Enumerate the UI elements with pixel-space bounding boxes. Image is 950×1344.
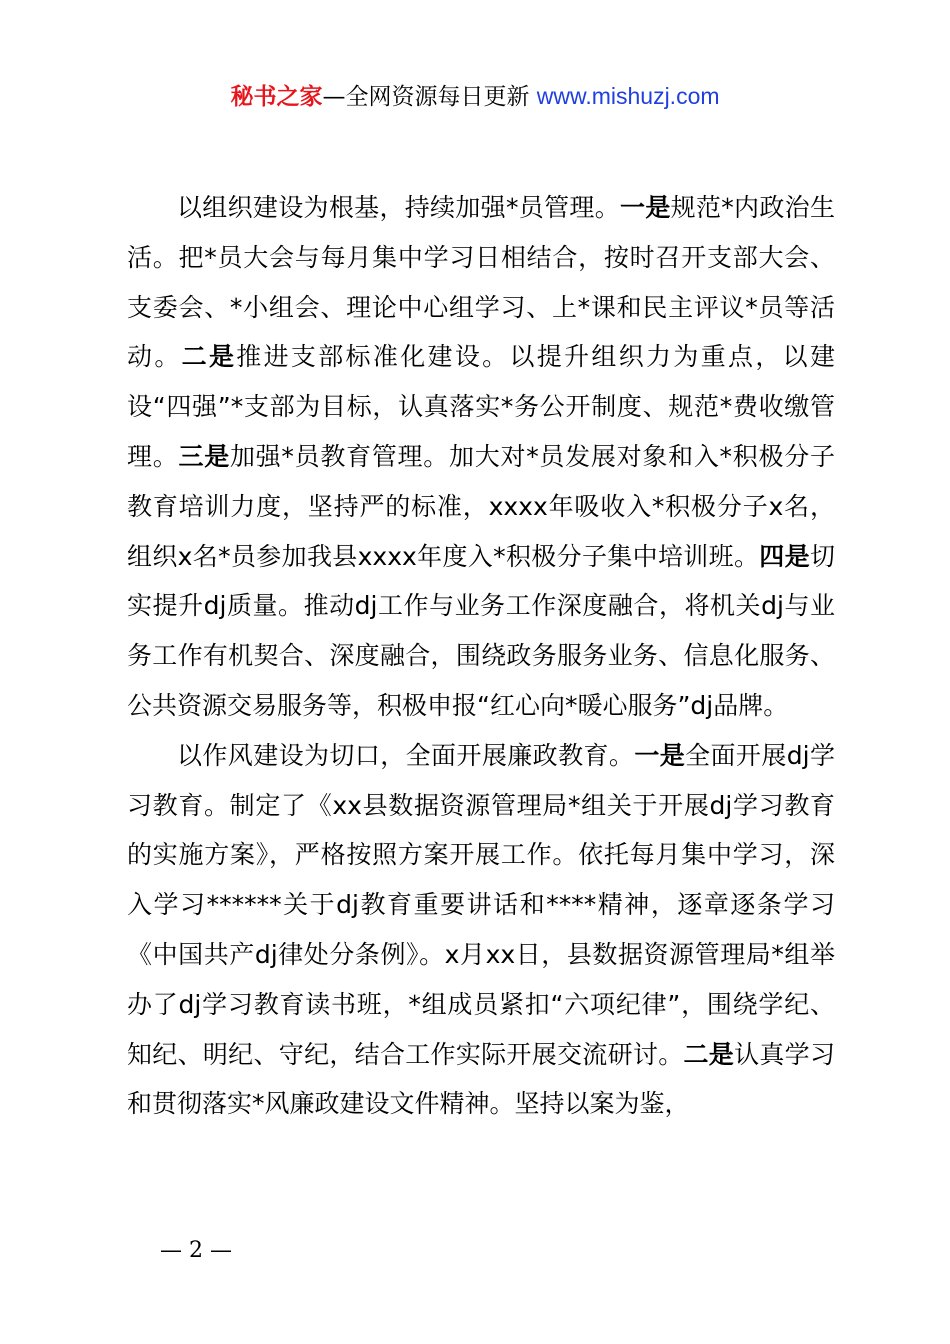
bold-marker: 一是 <box>634 740 686 770</box>
text-run: 规范*内政治生活。把*员大会与每月集中学习日相结合，按时召开支部大会、支委会、*小组会、理论中心组学习、上*课和民主评议*员等活动。 <box>127 193 835 372</box>
text-run: 推进支部标准化建设。以提升组织力为重点，以建设“四强”*支部为目标，认真落实*务公开制度、规范*费收缴管理。 <box>127 342 835 471</box>
text-run: 以组织建设为根基，持续加强*员管理。 <box>177 193 621 222</box>
text-run: 认真学习和贯彻落实*风廉政建设文件精神。坚持以案为鉴， <box>127 1039 835 1119</box>
brand-name: 秘书之家 <box>230 84 323 110</box>
bold-marker: 二是 <box>181 342 237 372</box>
text-run: 加强*员教育管理。加大对*员发展对象和入*积极分子教育培训力度，坚持严的标准，xxxx年吸收入*积极分子x名，组织x名*员参加我县xxxx年度入*积极分子集中培训班。 <box>127 441 835 571</box>
page-header <box>0 80 950 113</box>
text-run: 切实提升dj质量。推动dj工作与业务工作深度融合，将机关dj与业务工作有机契合、深度融合，围绕政务服务业务、信息化服务、公共资源交易服务等，积极申报“红心向*暖心服务”dj品牌。 <box>127 541 835 720</box>
document-body <box>127 183 835 1129</box>
page-number: — 2 — <box>160 1238 232 1263</box>
bold-marker: 一是 <box>620 193 671 222</box>
header-tagline: —全网资源每日更新 <box>322 84 537 110</box>
website-link[interactable]: www.mishuzj.com <box>536 83 720 109</box>
paragraph-1 <box>127 183 835 731</box>
bold-marker: 三是 <box>178 441 230 471</box>
text-run: 全面开展dj学习教育。制定了《xx县数据资源管理局*组关于开展dj学习教育的实施方案》，严格按照方案开展工作。依托每月集中学习，深入学习******关于dj教育重要讲话和****精神，逐章逐条学习《中国共产dj律处分条例》。x月xx日，县数据资源管理局*组举办了dj学习教育读书班，*组成员紧扣“六项纪律”，围绕学纪、知纪、明纪、守纪，结合工作实际开展交流研讨。 <box>127 740 835 1069</box>
text-run: 以作风建设为切口，全面开展廉政教育。 <box>177 740 635 770</box>
bold-marker: 二是 <box>683 1039 735 1069</box>
paragraph-2 <box>127 731 835 1129</box>
bold-marker: 四是 <box>759 541 810 571</box>
